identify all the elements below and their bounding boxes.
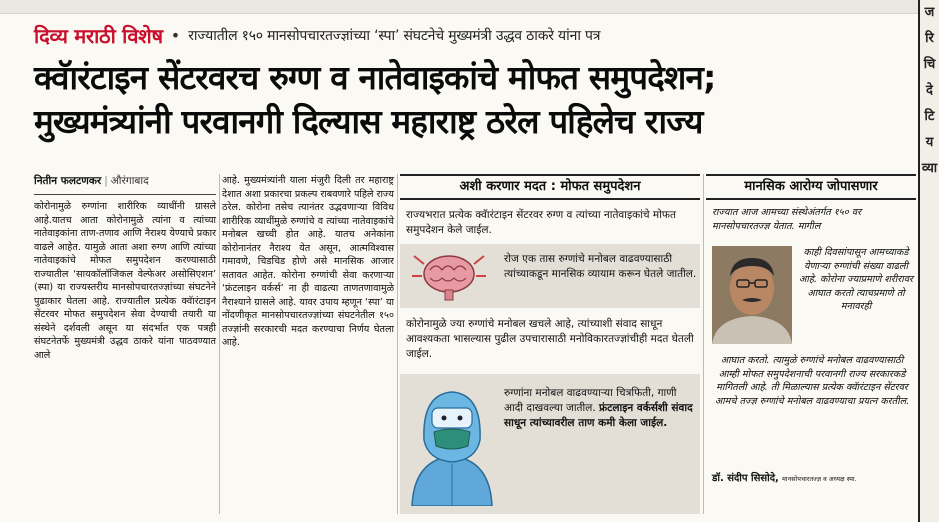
kicker-separator: • xyxy=(170,25,181,45)
kicker-line xyxy=(34,20,600,50)
quote-box-header: मानसिक आरोग्य जोपासणार xyxy=(706,174,916,200)
kicker-subtitle: राज्यातील १५० मानसोपचारतज्ज्ञांच्या ‘स्पा’ संघटनेचे मुख्यमंत्री उद्धव ठाकरे यांना पत्र xyxy=(188,27,601,44)
brand-label: दिव्य मराठी विशेष xyxy=(34,23,163,48)
signature-name: डॉ. संदीप सिसोदे, xyxy=(712,473,779,484)
help-point-3: कोरोनामुळे ज्या रुग्णांचे मनोबल खचले आहे, त्यांच्याशी संवाद साधून आवश्यकता भासल्यास पुढील उपचारासाठी मनोविकारतज्ज्ञांचीही मदत घेतली जाईल. xyxy=(406,318,694,360)
help-point-4 xyxy=(504,386,698,431)
edge-char: दे xyxy=(926,83,933,98)
brain-icon xyxy=(410,246,488,304)
help-point-4-bold: फ्रंटलाइन वर्कर्सशी संवाद साधून त्यांच्यावरील ताण कमी केला जाईल. xyxy=(504,402,693,429)
byline-rule xyxy=(34,194,216,195)
quote-signature xyxy=(712,470,916,484)
headline-line-1: क्वॅारंटाइन सेंटरवरच रुग्ण व नातेवाइकांचे मोफत समुपदेशन; xyxy=(34,58,716,97)
column-divider xyxy=(703,174,704,514)
help-point-4-text: रुग्णांना मनोबल वाढवण्याऱ्या चित्रफिती, गाणी आदी दाखवल्या जातील. xyxy=(504,387,677,414)
adjacent-column-edge xyxy=(918,0,939,522)
byline-place: औरंगाबाद xyxy=(110,175,149,187)
column-divider xyxy=(397,174,398,514)
edge-char: य xyxy=(925,135,934,150)
frontline-worker-icon xyxy=(406,380,498,506)
edge-char: रि xyxy=(925,31,934,46)
edge-char: ज xyxy=(924,5,935,20)
headline xyxy=(34,56,914,144)
headline-line-2: मुख्यमंत्र्यांनी परवानगी दिल्यास महाराष्ट्र ठरेल पहिलेच राज्य xyxy=(34,102,703,141)
quote-intro: राज्यात आज आमच्या संस्थेअंतर्गत १५० वर मानसोपचारतज्ज्ञ येतात. मागील xyxy=(712,207,862,232)
quote-box xyxy=(706,174,916,514)
help-point-1: राज्यभरात प्रत्येक क्वॅारंटाइन सेंटरवर रुग्ण व त्यांच्या नातेवाइकांचे मोफत समुपदेशन केले जाईल. xyxy=(406,209,677,236)
edge-char: व्या xyxy=(921,161,938,176)
doctor-portrait-icon xyxy=(712,246,792,344)
byline xyxy=(34,174,216,188)
top-strip xyxy=(0,0,918,14)
quote-rest-text: आघात करतो. त्यामुळे रुग्णांचे मनोबल वाढवण्यासाठी आम्ही मोफत समुपदेशनाची परवानगी राज्य सरकारकडे मागितली आहे. ती मिळाल्यास प्रत्येक क्वॅारंटाइन सेंटरवर आमचे तज्ज्ञ रुग्णांचे मनोबल वाढवण्याचा प्रयत्न करतील. xyxy=(714,355,910,407)
help-box xyxy=(400,174,700,514)
byline-bar: | xyxy=(104,175,108,187)
article-column-1: कोरोनामुळे रुग्णांना शारीरिक व्याधींनी ग्रासले आहे.यातच आता कोरोनामुळे त्यांना व त्यांच्या नातेवाइकांना ताण-तणाव आणि नैराश्य येण्याचे प्रकार वाढले आहेत. यामुळे आता अशा रुग्ण आणि त्यांच्या नातेवाइकांचे मोफत समुपदेशन करण्यासाठी राज्यातील ‘सायकॉलॉजिकल वेल्फेअर असोसिएशन’ (स्पा) या राज्यस्तरीय मानसोपचारतज्ज्ञांच्या संघटनेने पुढाकार घेतला आहे. राज्यातील प्रत्येक क्वॅारंटाइन सेंटरवर मोफत समुपदेशन सेवा देण्याची तयारी या संस्थेने दर्शवली असून या संदर्भात एक पत्रही संघटनेतर्फे मुख्यमंत्री उद्धव ठाकरे यांना पाठवण्यात आले xyxy=(34,201,216,361)
byline-name: नितीन फलटणकर xyxy=(34,175,102,187)
article-column-2: आहे. मुख्यमंत्र्यांनी याला मंजुरी दिली तर महाराष्ट्र देशात अशा प्रकारचा प्रकल्प राबवणारे पहिले राज्य ठरेल. कोरोना तसेच त्यानंतर उद्भवणाऱ्या विविध शारीरिक व्याधींमुळे रुग्णांचे व त्यांच्या नातेवाइकांचे मनोबल खच्ची होत आहे. यातच अनेकांना कोरोनानंतर नैराश्य येत असून, आत्मविश्वास गमावणे, चिडचिड होणे असे मानसिक आजार सतावत आहेत. कोरोना रुग्णांची सेवा करणाऱ्या ‘फ्रंटलाइन वर्कर्स’ ना ही वाढत्या ताणतणावामुळे नैराश्याने ग्रासले आहे. यावर उपाय म्हणून ‘स्पा’ या नोंदणीकृत मानसोपचारतज्ज्ञांच्या संघटनेतील १५० तज्ज्ञांनी सरकारची मदत करण्याचा निर्णय घेतला आहे. xyxy=(222,175,394,348)
help-point-2: रोज एक तास रुग्णांचे मनोबल वाढवण्यासाठी त्यांच्याकडून मानसिक व्यायाम करून घेतले जातील. xyxy=(504,253,697,280)
column-divider xyxy=(219,174,220,514)
help-box-header: अशी करणार मदत : मोफत समुपदेशन xyxy=(400,174,700,200)
edge-char: टि xyxy=(924,109,935,124)
signature-title: मानसोपचारतज्ज्ञ व अध्यक्ष स्पा. xyxy=(782,475,857,483)
edge-char: चि xyxy=(923,57,936,72)
doctor-photo xyxy=(712,246,792,344)
quote-side-text: काही दिवसांपासून आमच्याकडे येणाऱ्या रुग्णांची संख्या वाढली आहे. कोरोना ज्याप्रमाणे शरीरावर आघात करतो त्याचप्रमाणे तो मनावरही xyxy=(799,247,913,312)
